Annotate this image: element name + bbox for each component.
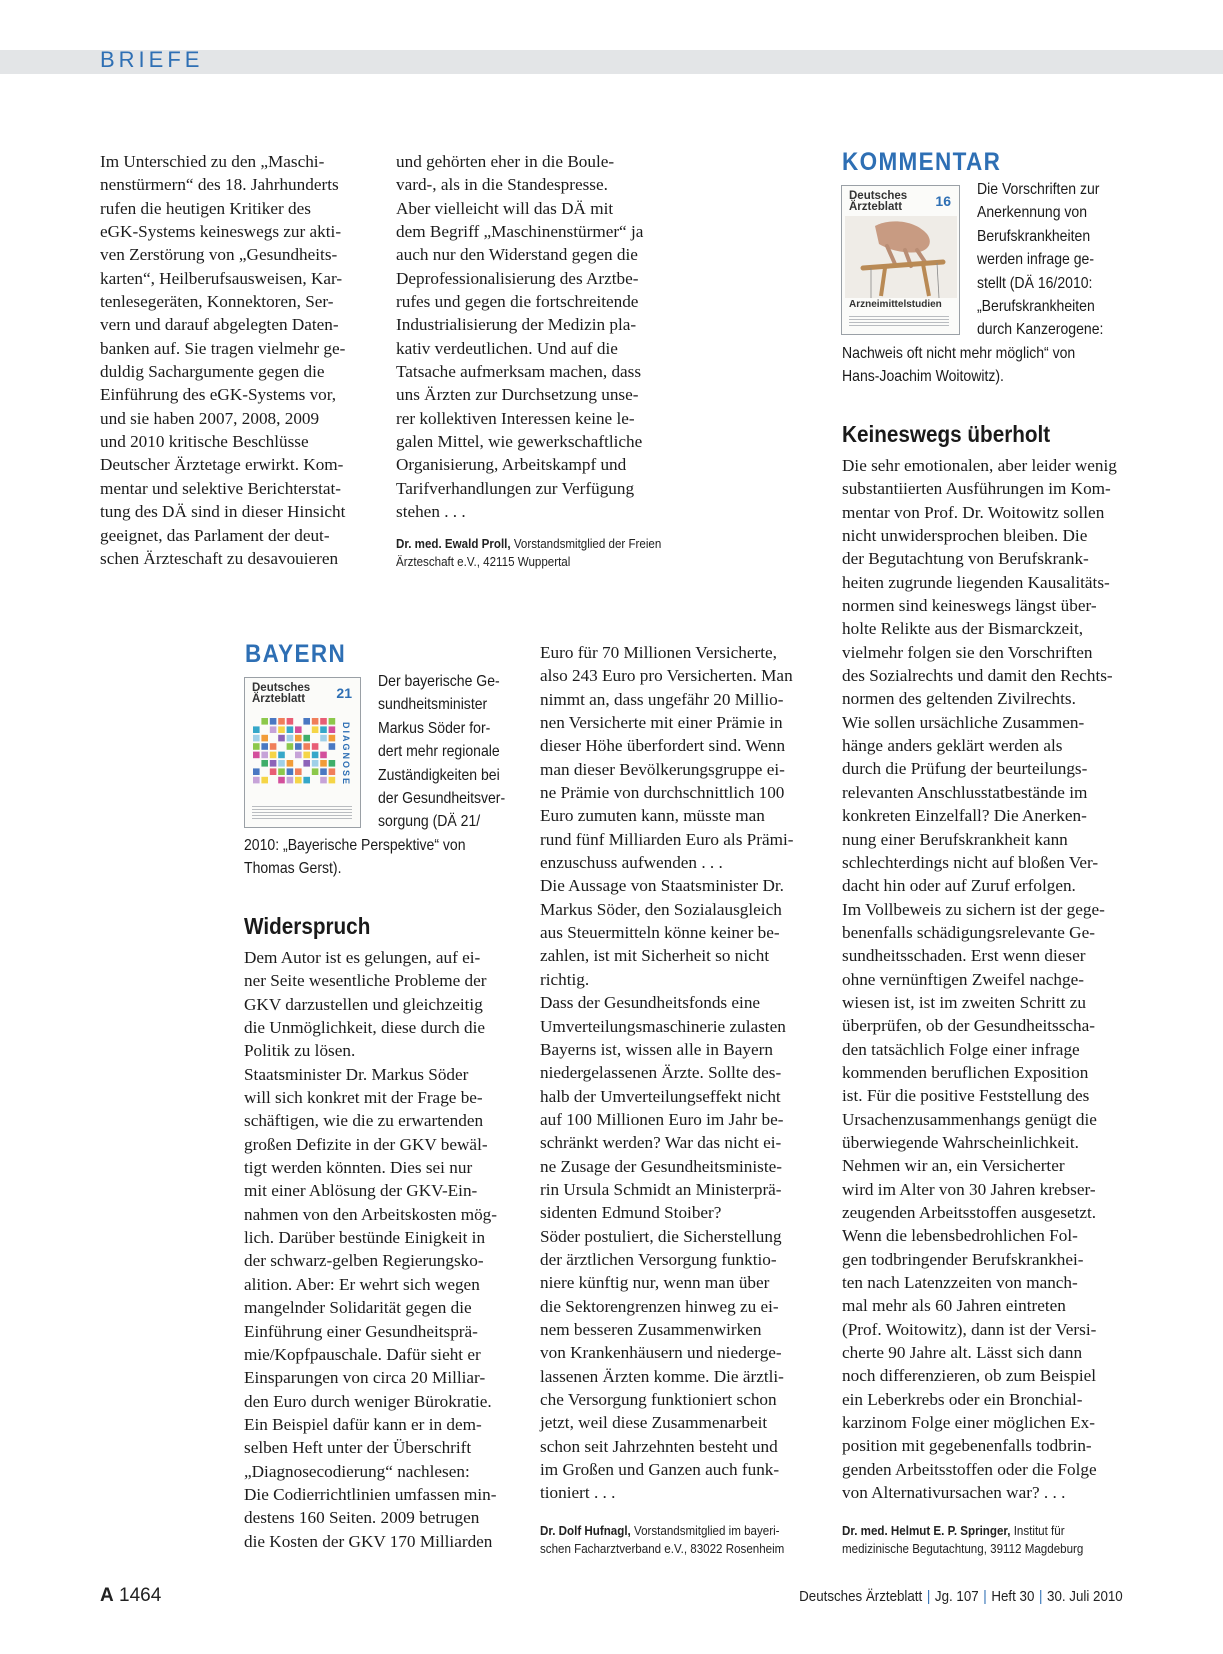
- cover-swatch: [270, 752, 277, 759]
- text-line: genden Arbeitsstoffen oder die Folge: [842, 1459, 1097, 1479]
- text-line: Euro für 70 Millionen Versicherte,: [540, 643, 777, 662]
- cover-swatch: [329, 743, 336, 750]
- cover-swatch: [261, 718, 268, 725]
- section-title: BRIEFE: [100, 47, 204, 72]
- cover-swatch: [320, 777, 327, 784]
- text-line: konkreten Einzelfall? Die Anerken-: [842, 806, 1087, 826]
- text-line: mit einer Ablösung der GKV-Ein-: [244, 1181, 478, 1201]
- text-line: auf 100 Millionen Euro im Jahr be-: [540, 1109, 784, 1129]
- intro-line: Markus Söder for-: [378, 719, 491, 737]
- cover-swatch: [295, 743, 302, 750]
- text-line: eGK-Systems keineswegs zur akti-: [100, 222, 342, 242]
- journal-issue: Heft 30: [991, 1589, 1035, 1605]
- text-line: heiten zugrunde liegenden Kausalitäts-: [842, 572, 1110, 592]
- intro-line: dert mehr regionale: [378, 743, 500, 761]
- text-line: überprüfen, ob der Gesundheitsscha-: [842, 1016, 1095, 1036]
- text-line: ohne vernünftigen Zweifel nachge-: [842, 969, 1084, 989]
- text-line: niere künftig nur, wenn man über: [540, 1273, 770, 1293]
- cover-swatch: [287, 760, 294, 767]
- text-line: jetzt, weil diese Zusammenarbeit: [540, 1413, 768, 1433]
- text-line: normen des geltenden Zivilrechts.: [842, 689, 1076, 709]
- text-line: rufes und gegen die fortschreitende: [396, 292, 639, 312]
- cover-swatch: [320, 760, 327, 767]
- text-line: will sich konkret mit der Frage be-: [244, 1088, 483, 1108]
- cover-swatch: [278, 777, 285, 784]
- bayern-signature: [540, 1522, 816, 1558]
- intro-line: Nachweis oft nicht mehr möglich“ von: [842, 345, 1076, 362]
- journal-info: Deutsches Ärzteblatt | Jg. 107 | Heft 30 | 30. Juli 2010: [799, 1589, 1123, 1605]
- author-affiliation-line-2: Ärzteschaft e.V., 42115 Wuppertal: [396, 555, 571, 569]
- cover-swatch: [320, 752, 327, 759]
- text-line: Wie sollen ursächliche Zusammen-: [842, 712, 1085, 732]
- cover-swatch: [295, 735, 302, 742]
- text-line: aus Steuermitteln könne keiner be-: [540, 923, 780, 943]
- text-line: duldig Sachargumente gegen die: [100, 362, 325, 382]
- letter-egk-col1: [100, 150, 380, 570]
- author-name: Dr. med. Ewald Proll,: [396, 537, 511, 551]
- bayern-col2: [540, 641, 830, 1505]
- text-line: schäftigen, wie die zu erwartenden: [244, 1111, 484, 1131]
- page-prefix: A: [100, 1585, 114, 1606]
- text-line: nenstürmern“ des 18. Jahrhunderts: [100, 175, 339, 195]
- cover-swatch: [261, 735, 268, 742]
- cover-teaser-lines: [252, 804, 352, 820]
- text-line: gen todbringender Berufskrankhei-: [842, 1249, 1084, 1269]
- cover-swatch: [303, 777, 310, 784]
- text-line: mentar und selektive Berichterstat-: [100, 478, 342, 498]
- cover-swatch: [303, 752, 310, 759]
- author-name: Dr. med. Helmut E. P. Springer,: [842, 1524, 1011, 1538]
- text-line: nen Versicherte mit einer Prämie in: [540, 713, 783, 733]
- text-line: Wenn die lebensbedrohlichen Fol-: [842, 1226, 1078, 1246]
- cover-swatch: [253, 735, 260, 742]
- text-line: Dass der Gesundheitsfonds eine: [540, 993, 761, 1013]
- bayern-headline: Widerspruch: [244, 913, 371, 939]
- text-line: Im Vollbeweis zu sichern ist der gege-: [842, 899, 1105, 919]
- intro-line: Der bayerische Ge-: [378, 673, 500, 690]
- cover-swatch: [287, 777, 294, 784]
- text-line: kommenden beruflichen Exposition: [842, 1062, 1089, 1082]
- cover-swatch: [303, 760, 310, 767]
- text-line: Deutscher Ärztetage erwirkt. Kom-: [100, 455, 344, 475]
- text-line: schlechterdings nicht auf bloßen Ver-: [842, 852, 1099, 872]
- text-line: vern und darauf abgelegten Daten-: [100, 315, 339, 335]
- text-line: tenlesegeräten, Konnektoren, Ser-: [100, 292, 334, 312]
- intro-line: stellt (DÄ 16/2010:: [977, 274, 1093, 292]
- cover-swatch: [270, 726, 277, 733]
- cover-title: DIAGNOSE: [341, 722, 351, 787]
- intro-line: Anerkennung von: [977, 204, 1088, 222]
- cover-swatch: [287, 735, 294, 742]
- text-line: uns Ärzten zur Durchsetzung unse-: [396, 385, 639, 405]
- cover-swatch: [261, 752, 268, 759]
- bayern-col1: [244, 946, 524, 1553]
- cover-swatch: [278, 760, 285, 767]
- cover-swatch: [303, 743, 310, 750]
- text-line: den tatsächlich Folge einer infrage: [842, 1039, 1080, 1059]
- text-line: ist. Für die positive Feststellung des: [842, 1086, 1090, 1106]
- text-line: Aber vielleicht will das DÄ mit: [396, 198, 614, 218]
- text-line: schen Ärzteschaft zu desavouieren: [100, 548, 339, 568]
- cover-swatch: [261, 743, 268, 750]
- text-line: Deprofessionalisierung des Arztbe-: [396, 268, 639, 288]
- text-line: karten“, Heilberufsausweisen, Kar-: [100, 268, 343, 288]
- intro-line: Berufskrankheiten: [977, 227, 1091, 245]
- author-name: Dr. Dolf Hufnagl,: [540, 1524, 631, 1538]
- text-line: Söder postuliert, die Sicherstellung: [540, 1226, 782, 1246]
- text-line: ten nach Latenzzeiten von manch-: [842, 1273, 1078, 1293]
- text-line: von Alternativursachen war? . . .: [842, 1483, 1066, 1503]
- text-line: vard-, als in die Standespresse.: [396, 175, 608, 195]
- intro-line: sorgung (DÄ 21/: [378, 813, 481, 831]
- text-line: nicht unwidersprochen bleiben. Die: [842, 526, 1088, 546]
- cover-thumbnail-issue-16[interactable]: [841, 185, 960, 335]
- text-line: Organisierung, Arbeitskampf und: [396, 455, 627, 475]
- text-line: auch nur den Widerstand gegen die: [396, 245, 638, 265]
- text-line: lich. Darüber bestünde Einigkeit in: [244, 1228, 486, 1248]
- cover-swatch: [329, 768, 336, 775]
- author-affiliation-line-2: schen Facharztverband e.V., 83022 Rosenheim: [540, 1542, 785, 1556]
- text-line: Bayerns ist, wissen alle in Bayern: [540, 1039, 773, 1059]
- page-number-value: 1464: [119, 1585, 162, 1606]
- text-line: tioniert . . .: [540, 1483, 616, 1503]
- cover-swatch: [312, 718, 319, 725]
- text-line: den Euro durch weniger Bürokratie.: [244, 1391, 492, 1411]
- cover-swatch: [312, 743, 319, 750]
- text-line: ven Zerstörung von „Gesundheits-: [100, 245, 338, 265]
- text-line: cherte 90 Jahre alt. Lässt sich dann: [842, 1343, 1083, 1363]
- intro-line: Thomas Gerst).: [244, 860, 342, 878]
- kommentar-intro: [977, 178, 1148, 342]
- intro-line: der Gesundheitsver-: [378, 790, 506, 808]
- cover-swatch: [261, 760, 268, 767]
- text-line: holte Relikte aus der Bismarckzeit,: [842, 619, 1084, 639]
- cover-swatch: [270, 768, 277, 775]
- cover-swatch: [270, 760, 277, 767]
- text-line: ne Zusage der Gesundheitsministe-: [540, 1156, 782, 1176]
- text-line: Politik zu lösen.: [244, 1041, 356, 1061]
- intro-line: durch Kanzerogene:: [977, 321, 1104, 339]
- intro-line: „Berufskrankheiten: [977, 298, 1095, 316]
- cover-swatch: [320, 768, 327, 775]
- text-line: also 243 Euro pro Versicherten. Man: [540, 666, 793, 686]
- cover-masthead: Deutsches Ärzteblatt: [252, 682, 311, 705]
- bayern-intro-continued: [244, 834, 514, 881]
- cover-swatch: [287, 768, 294, 775]
- cover-swatch: [261, 777, 268, 784]
- text-line: Ein Beispiel dafür kann er in dem-: [244, 1414, 482, 1434]
- text-line: die Kosten der GKV 170 Milliarden: [244, 1531, 493, 1551]
- text-line: Einsparungen von circa 20 Milliar-: [244, 1368, 486, 1388]
- cover-swatch: [295, 752, 302, 759]
- text-line: rund fünf Milliarden Euro als Prämi-: [540, 829, 794, 849]
- text-line: der schwarz-gelben Regierungsko-: [244, 1251, 484, 1271]
- cover-swatch: [253, 777, 260, 784]
- text-line: alition. Aber: Er wehrt sich wegen: [244, 1274, 480, 1294]
- text-line: enzuschuss aufwenden . . .: [540, 853, 723, 873]
- text-line: zeugenden Arbeitsstoffen ausgesetzt.: [842, 1203, 1097, 1222]
- text-line: großen Defizite in der GKV bewäl-: [244, 1134, 488, 1154]
- cover-swatch: [253, 752, 260, 759]
- text-line: ner Seite wesentliche Probleme der: [244, 971, 487, 991]
- text-line: rufen die heutigen Kritiker des: [100, 198, 311, 218]
- cover-swatch: [270, 743, 277, 750]
- text-line: position mit gegebenenfalls todbrin-: [842, 1436, 1092, 1456]
- text-line: des Sozialrechts und damit den Rechts-: [842, 666, 1113, 686]
- text-line: man dieser Bevölkerungsgruppe ei-: [540, 759, 785, 779]
- cover-masthead: Deutsches Ärzteblatt: [849, 190, 908, 213]
- cover-swatch: [312, 768, 319, 775]
- text-line: sundheitsschaden. Erst wenn dieser: [842, 946, 1086, 966]
- text-line: normen sind keineswegs längst über-: [842, 596, 1097, 616]
- text-line: Tatsache aufmerksam machen, dass: [396, 362, 642, 382]
- cover-swatch: [329, 735, 336, 742]
- cover-swatch: [312, 752, 319, 759]
- cover-swatch: [295, 777, 302, 784]
- cover-swatch: [253, 726, 260, 733]
- text-line: GKV darzustellen und gleichzeitig: [244, 994, 483, 1014]
- cover-swatch: [320, 726, 327, 733]
- text-line: Umverteilungsmaschinerie zulasten: [540, 1016, 786, 1036]
- intro-line: sundheitsminister: [378, 696, 488, 714]
- text-line: dem Begriff „Maschinenstürmer“ ja: [396, 222, 644, 242]
- cover-swatch: [312, 726, 319, 733]
- bayern-intro: [378, 670, 513, 834]
- kommentar-kicker: KOMMENTAR: [842, 148, 1002, 176]
- text-line: niedergelassenen Ärzte. Sollte des-: [540, 1063, 782, 1083]
- cover-issue-number: 16: [935, 193, 951, 209]
- text-line: banken auf. Sie tragen vielmehr ge-: [100, 338, 346, 358]
- cover-swatch: [278, 726, 285, 733]
- text-line: dieser Höhe überfordert sind. Wenn: [540, 736, 786, 756]
- text-line: wird im Alter von 30 Jahren krebser-: [842, 1179, 1096, 1199]
- cover-swatch: [295, 768, 302, 775]
- cover-swatch: [278, 768, 285, 775]
- intro-line: Die Vorschriften zur: [977, 181, 1100, 198]
- text-line: der Begutachtung von Berufskrank-: [842, 549, 1089, 569]
- text-line: benenfalls schädigungsrelevante Ge-: [842, 922, 1095, 942]
- text-line: geeignet, das Parlament der deut-: [100, 525, 330, 545]
- cover-color-swatch-grid: [253, 718, 337, 786]
- cover-swatch: [303, 735, 310, 742]
- text-line: Einführung des eGK-Systems vor,: [100, 385, 337, 405]
- text-line: die Sektorengrenzen hinweg zu ei-: [540, 1296, 779, 1316]
- text-line: kativ verdeutlichen. Und auf die: [396, 338, 618, 358]
- text-line: die Unmöglichkeit, diese durch die: [244, 1018, 486, 1038]
- text-line: und 2010 kritische Beschlüsse: [100, 432, 309, 452]
- text-line: mal mehr als 60 Jahren eintreten: [842, 1296, 1066, 1316]
- cover-swatch: [287, 743, 294, 750]
- cover-title: Arzneimittelstudien: [849, 299, 942, 310]
- text-line: rin Ursula Schmidt an Ministerprä-: [540, 1179, 782, 1199]
- text-line: selben Heft unter der Überschrift: [244, 1438, 472, 1458]
- letter-egk-col2: [396, 150, 686, 524]
- text-line: Einführung einer Gesundheitsprä-: [244, 1321, 478, 1341]
- text-line: durch die Prüfung der beurteilungs-: [842, 759, 1088, 779]
- text-line: galen Mittel, wie gewerkschaftliche: [396, 432, 643, 452]
- text-line: Industrialisierung der Medizin pla-: [396, 315, 637, 335]
- cover-teaser-lines: [849, 314, 949, 328]
- text-line: sidenten Edmund Stoiber?: [540, 1203, 722, 1223]
- text-line: „Diagnosecodierung“ nachlesen:: [244, 1461, 470, 1481]
- text-line: mie/Kopfpauschale. Dafür sieht er: [244, 1344, 481, 1364]
- text-line: schon seit Jahrzehnten besteht und: [540, 1436, 778, 1456]
- text-line: karzinom Folge einer möglichen Ex-: [842, 1413, 1095, 1433]
- text-line: hänge anders geklärt werden als: [842, 736, 1063, 756]
- text-line: Ursachenzusammenhangs genügt die: [842, 1109, 1097, 1129]
- text-line: richtig.: [540, 969, 590, 989]
- text-line: mangelnder Solidarität gegen die: [244, 1298, 472, 1318]
- journal-name: Deutsches Ärzteblatt: [799, 1589, 923, 1605]
- letter-egk-signature: [396, 535, 672, 571]
- author-affiliation: Institut für: [1010, 1524, 1065, 1538]
- cover-swatch: [329, 777, 336, 784]
- kommentar-intro-continued: [842, 342, 1139, 389]
- author-affiliation: Vorstandsmitglied der Freien: [510, 537, 662, 551]
- text-line: Die Codierrichtlinien umfassen min-: [244, 1484, 497, 1504]
- page-number: [100, 1585, 161, 1607]
- text-line: rer kollektiven Interessen keine le-: [396, 408, 635, 428]
- cover-swatch: [278, 718, 285, 725]
- cover-swatch: [278, 752, 285, 759]
- intro-line: 2010: „Bayerische Perspektive“ von: [244, 837, 466, 854]
- text-line: Tarifverhandlungen zur Verfügung: [396, 478, 635, 498]
- text-line: Staatsminister Dr. Markus Söder: [244, 1064, 469, 1084]
- text-line: che Versorgung funktioniert schon: [540, 1390, 777, 1409]
- text-line: nung einer Berufskrankheit kann: [842, 829, 1068, 849]
- kommentar-headline: Keineswegs überholt: [842, 421, 1051, 447]
- text-line: wiesen ist, ist im zweiten Schritt zu: [842, 992, 1086, 1012]
- cover-swatch: [329, 726, 336, 733]
- text-line: zahlen, ist mit Sicherheit so nicht: [540, 946, 770, 966]
- bayern-kicker: BAYERN: [245, 640, 347, 668]
- cover-swatch: [270, 718, 277, 725]
- text-line: tung des DÄ sind in dieser Hinsicht: [100, 502, 346, 522]
- text-line: (Prof. Woitowitz), dann ist der Versi-: [842, 1319, 1097, 1339]
- journal-volume: Jg. 107: [935, 1589, 979, 1605]
- cover-swatch: [287, 726, 294, 733]
- cover-swatch: [329, 718, 336, 725]
- text-line: der ärztlichen Versorgung funktio-: [540, 1249, 777, 1269]
- text-line: nem besseren Zusammenwirken: [540, 1319, 762, 1339]
- text-line: noch differenzieren, ob zum Beispiel: [842, 1366, 1097, 1386]
- text-line: Nehmen wir an, ein Versicherter: [842, 1156, 1065, 1176]
- journal-date: 30. Juli 2010: [1047, 1589, 1123, 1605]
- intro-line: werden infrage ge-: [977, 251, 1095, 269]
- text-line: nimmt an, dass ungefähr 20 Millio-: [540, 689, 784, 709]
- text-line: und sie haben 2007, 2008, 2009: [100, 408, 320, 428]
- text-line: überwiegende Wahrscheinlichkeit.: [842, 1132, 1079, 1152]
- text-line: mentar von Prof. Dr. Woitowitz sollen: [842, 502, 1105, 522]
- author-affiliation-line-2: medizinische Begutachtung, 39112 Magdeburg: [842, 1542, 1084, 1556]
- text-line: Die Aussage von Staatsminister Dr.: [540, 876, 784, 896]
- text-line: vielmehr folgen sie den Vorschriften: [842, 642, 1093, 662]
- text-line: halb der Umverteilungseffekt nicht: [540, 1086, 781, 1106]
- cover-swatch: [253, 743, 260, 750]
- text-line: stehen . . .: [396, 502, 466, 522]
- text-line: von Krankenhäusern und niederge-: [540, 1343, 782, 1363]
- text-line: nahmen von den Arbeitskosten mög-: [244, 1204, 497, 1224]
- cover-issue-number: 21: [336, 685, 352, 701]
- text-line: dacht hin oder auf Zuruf erfolgen.: [842, 876, 1076, 896]
- text-line: lassenen Ärzten komme. Die ärztli-: [540, 1366, 784, 1386]
- text-line: tigt werden könnten. Dies sei nur: [244, 1158, 473, 1178]
- cover-thumbnail-issue-21[interactable]: [244, 677, 361, 828]
- text-line: Die sehr emotionalen, aber leider wenig: [842, 456, 1117, 475]
- text-line: schränkt werden? War das nicht ei-: [540, 1133, 782, 1153]
- text-line: Im Unterschied zu den „Maschi-: [100, 152, 325, 171]
- cover-swatch: [312, 760, 319, 767]
- text-line: im Großen und Ganzen auch funk-: [540, 1460, 780, 1480]
- kommentar-body: [842, 454, 1152, 1504]
- text-line: relevanten Anschlusstatbestände im: [842, 782, 1088, 802]
- cover-swatch: [253, 768, 260, 775]
- author-affiliation: Vorstandsmitglied im bayeri-: [630, 1524, 780, 1538]
- cover-swatch: [278, 735, 285, 742]
- text-line: Markus Söder, den Sozialausgleich: [540, 899, 782, 919]
- cover-swatch: [320, 718, 327, 725]
- cover-swatch: [287, 718, 294, 725]
- cover-swatch: [295, 726, 302, 733]
- text-line: destens 160 Seiten. 2009 betrugen: [244, 1508, 480, 1528]
- text-line: ne Prämie von durchschnittlich 100: [540, 783, 785, 803]
- text-line: und gehörten eher in die Boule-: [396, 152, 615, 171]
- text-line: ein Leberkrebs oder ein Bronchial-: [842, 1389, 1083, 1409]
- cover-swatch: [329, 760, 336, 767]
- text-line: Euro zumuten kann, müsste man: [540, 806, 765, 826]
- kommentar-signature: [842, 1522, 1136, 1558]
- intro-line: Hans-Joachim Woitowitz).: [842, 368, 1004, 386]
- text-line: Dem Autor ist es gelungen, auf ei-: [244, 948, 481, 967]
- cover-swatch: [303, 718, 310, 725]
- text-line: substantiierten Ausführungen im Kom-: [842, 479, 1111, 499]
- cover-marionette-image: [845, 216, 957, 298]
- intro-line: Zuständigkeiten bei: [378, 766, 500, 784]
- cover-swatch: [320, 735, 327, 742]
